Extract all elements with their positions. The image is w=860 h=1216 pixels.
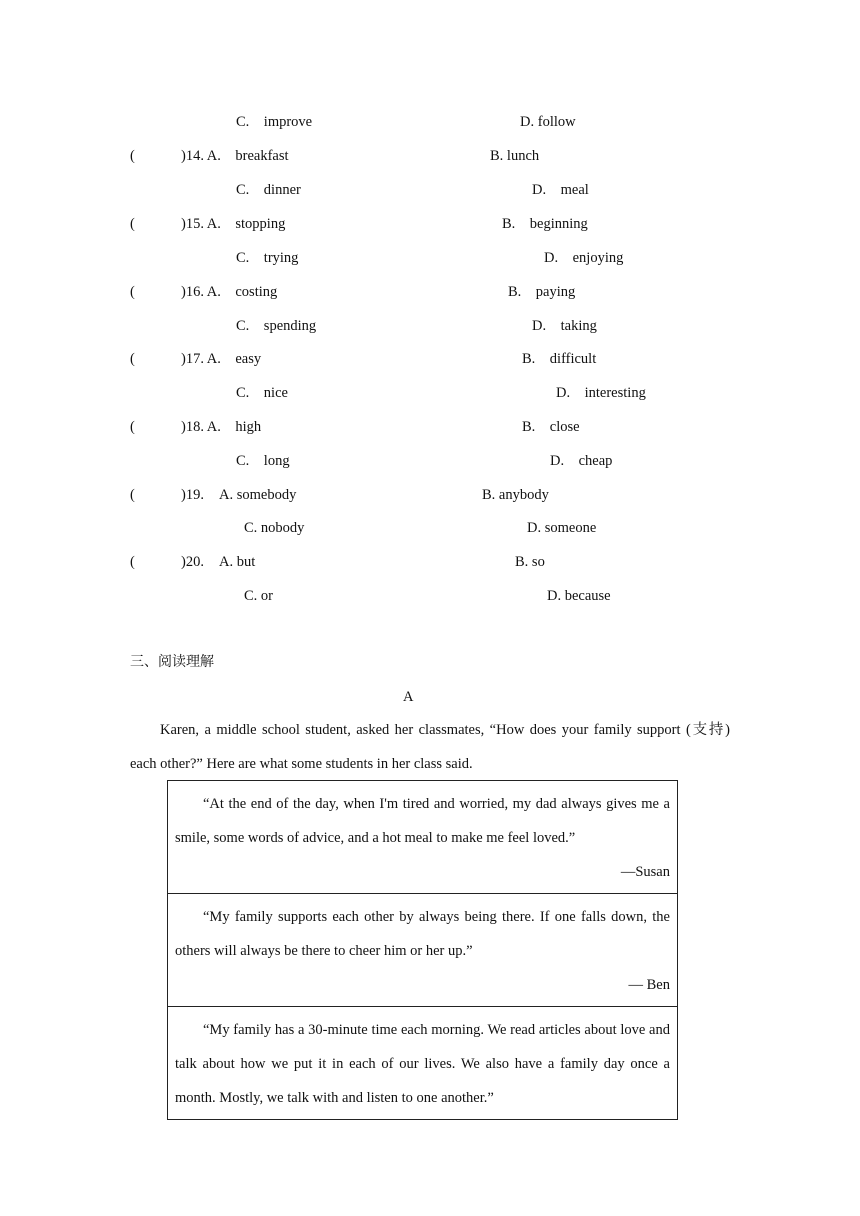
q16-paren: ( bbox=[130, 284, 135, 300]
q16-option-b: B. paying bbox=[508, 284, 576, 300]
q17-option-c: C. nice bbox=[236, 385, 288, 401]
q15-option-c: C. trying bbox=[236, 250, 299, 266]
q19-option-c: C. nobody bbox=[244, 520, 305, 536]
q17-option-d: D. interesting bbox=[556, 385, 646, 401]
q13-option-c: C. improve bbox=[236, 114, 313, 130]
q19-option-d: D. someone bbox=[527, 520, 597, 536]
q13-option-d: D. follow bbox=[520, 114, 576, 130]
q15-option-d: D. enjoying bbox=[544, 250, 624, 266]
quote-row bbox=[168, 781, 678, 894]
quote-author: — Ben bbox=[628, 977, 670, 993]
quote-row bbox=[168, 1007, 678, 1120]
q18-paren: ( bbox=[130, 419, 135, 435]
q20-option-b: B. so bbox=[515, 554, 545, 570]
q18-option-d: D. cheap bbox=[550, 453, 613, 469]
q18-option-a: )18. A. high bbox=[181, 419, 262, 435]
q15-paren: ( bbox=[130, 216, 135, 232]
q20-paren: ( bbox=[130, 554, 135, 570]
q17-paren: ( bbox=[130, 351, 135, 367]
q16-option-c: C. spending bbox=[236, 318, 317, 334]
quote-row bbox=[168, 894, 678, 1007]
q16-option-d: D. taking bbox=[532, 318, 597, 334]
q14-option-a: )14. A. breakfast bbox=[181, 148, 289, 164]
q18-option-b: B. close bbox=[522, 419, 580, 435]
quote-text: “At the end of the day, when I'm tired and worried, my dad always gives me a smile, some words of advice, and a hot meal to make me feel loved.” bbox=[175, 796, 670, 846]
quotes-table bbox=[167, 780, 678, 1120]
q19-option-a: A. somebody bbox=[219, 487, 297, 503]
quote-text: “My family has a 30-minute time each morning. We read articles about love and talk about how we put it in each of our lives. We also have a family day once a month. Mostly, we talk with and listen to one another.” bbox=[175, 1022, 670, 1106]
q14-option-b: B. lunch bbox=[490, 148, 540, 164]
q15-option-a: )15. A. stopping bbox=[181, 216, 286, 232]
q19-option-b: B. anybody bbox=[482, 487, 549, 503]
q14-option-c: C. dinner bbox=[236, 182, 301, 198]
q19-number: )19. bbox=[181, 487, 204, 503]
q20-option-d: D. because bbox=[547, 588, 611, 604]
q14-paren: ( bbox=[130, 148, 135, 164]
q16-option-a: )16. A. costing bbox=[181, 284, 278, 300]
q20-option-a: A. but bbox=[219, 554, 256, 570]
q20-number: )20. bbox=[181, 554, 204, 570]
quote-author: —Susan bbox=[620, 864, 670, 880]
q17-option-b: B. difficult bbox=[522, 351, 597, 367]
q17-option-a: )17. A. easy bbox=[181, 351, 262, 367]
passage-label: A bbox=[403, 689, 414, 705]
intro-paragraph: Karen, a middle school student, asked her classmates, “How does your family support (支持) each other?” Here are what some students in her class said. bbox=[130, 722, 730, 772]
q18-option-c: C. long bbox=[236, 453, 290, 469]
quote-text: “My family supports each other by always being there. If one falls down, the others will always be there to cheer him or her up.” bbox=[175, 909, 670, 959]
q19-paren: ( bbox=[130, 487, 135, 503]
q14-option-d: D. meal bbox=[532, 182, 589, 198]
q15-option-b: B. beginning bbox=[502, 216, 588, 232]
section-title: 三、阅读理解 bbox=[130, 654, 214, 670]
q20-option-c: C. or bbox=[244, 588, 273, 604]
